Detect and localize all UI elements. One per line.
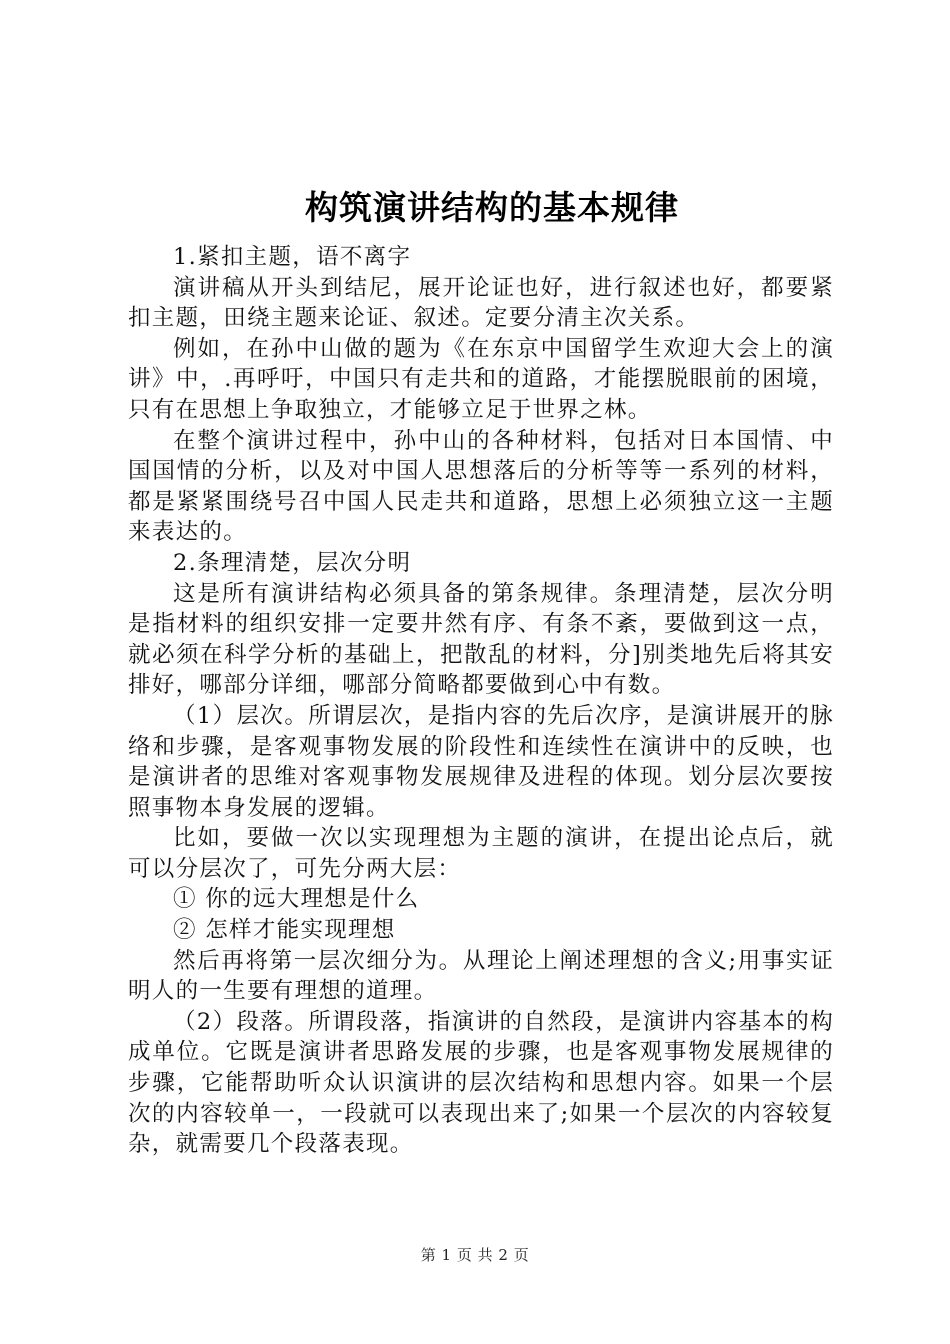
document-page: [128, 180, 834, 1160]
section-heading-1: 1.紧扣主题，语不离字: [173, 244, 412, 270]
paragraph: 然后再将第一层次细分为。从理论上阐述理想的含义;用事实证明人的一生要有理想的道理。: [128, 947, 834, 1005]
document-title: 构筑演讲结构的基本规律: [305, 188, 679, 227]
paragraph: （1）层次。所谓层次，是指内容的先后次序，是演讲展开的脉络和步骤，是客观事物发展的阶段性和连续性在演讲中的反映，也是演讲者的思维对客观事物发展规律及进程的体现。划分层次要按照事物本身发展的逻辑。: [128, 702, 834, 821]
paragraph: 比如，要做一次以实现理想为主题的演讲，在提出论点后，就可以分层次了，可先分两大层：: [128, 825, 834, 882]
paragraph: 这是所有演讲结构必须具备的第条规律。条理清楚，层次分明是指材料的组织安排一定要井然有序、有条不紊，要做到这一点，就必须在科学分析的基础上，把散乱的材料，分]别类地先后将其安排好，哪部分详细，哪部分简略都要做到心中有数。: [128, 580, 834, 699]
paragraph: 例如，在孙中山做的题为《在东京中国留学生欢迎大会上的演讲》中，.再呼吁，中国只有走共和的道路，才能摆脱眼前的困境，只有在思想上争取独立，才能够立足于世界之林。: [128, 335, 834, 423]
section-heading-2: 2.条理清楚，层次分明: [173, 549, 412, 576]
document-body: [128, 242, 834, 1160]
list-item: ② 怎样才能实现理想: [173, 917, 396, 944]
list-item: ① 你的远大理想是什么: [173, 886, 420, 913]
paragraph: 演讲稿从开头到结尼，展开论证也好，进行叙述也好，都要紧扣主题，田绕主题来论证、叙述。定要分清主次关系。: [128, 274, 834, 332]
paragraph: 在整个演讲过程中，孙中山的各种材料，包括对日本国情、中国国情的分析，以及对中国人思想落后的分析等等一系列的材料，都是紧紧围绕号召中国人民走共和道路，思想上必须独立这一主题来表达的。: [128, 427, 834, 546]
page-footer: 第 1 页 共 2 页: [420, 1246, 530, 1264]
paragraph: （2）段落。所谓段落，指演讲的自然段，是演讲内容基本的构成单位。它既是演讲者思路发展的步骤，也是客观事物发展规律的步骤，它能帮助听众认识演讲的层次结构和思想内容。如果一个层次的内容较单一，一段就可以表现出来了;如果一个层次的内容较复杂，就需要几个段落表现。: [128, 1008, 834, 1158]
